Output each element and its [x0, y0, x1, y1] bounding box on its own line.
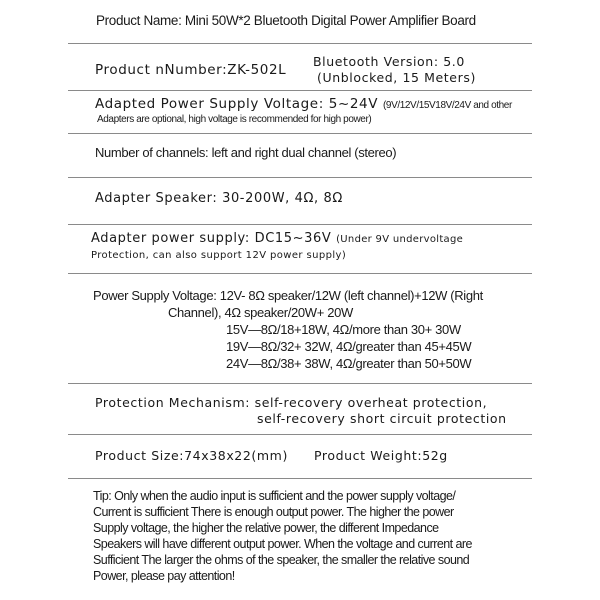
power-line-12v: Power Supply Voltage: 12V- 8Ω speaker/12W (left channel)+12W (Right	[93, 288, 483, 303]
supply-voltage-main: Adapted Power Supply Voltage: 5~24V	[95, 96, 379, 112]
divider	[68, 383, 532, 384]
divider	[68, 177, 532, 178]
adapter-supply-note: (Under 9V undervoltage	[336, 234, 464, 245]
divider	[68, 478, 532, 479]
tip-line6: Power, please pay attention!	[93, 569, 235, 583]
power-line-15v: 15V—8Ω/18+18W, 4Ω/more than 30+ 30W	[226, 322, 461, 337]
tip-line1: Tip: Only when the audio input is sufficient and the power supply voltage/	[93, 489, 456, 503]
speaker-text: Adapter Speaker: 30-200W, 4Ω, 8Ω	[95, 191, 343, 206]
product-size-text: Product Size:74x38x22(mm)	[95, 448, 288, 463]
divider	[68, 434, 532, 435]
power-line-19v: 19V—8Ω/32+ 32W, 4Ω/greater than 45+45W	[226, 339, 472, 354]
supply-voltage-note: (9V/12V/15V18V/24V and other	[382, 100, 512, 111]
divider	[68, 133, 532, 134]
supply-voltage-note-line2: Adapters are optional, high voltage is recommended for high power)	[97, 114, 372, 125]
adapter-supply-text	[91, 232, 463, 247]
product-name-text: Product Name: Mini 50W*2 Bluetooth Digital Power Amplifier Board	[96, 13, 476, 28]
product-weight-text: Product Weight:52g	[314, 448, 448, 463]
divider	[68, 224, 532, 225]
divider	[68, 90, 532, 91]
bluetooth-version-text: Bluetooth Version: 5.0	[313, 54, 465, 69]
divider	[68, 43, 532, 44]
tip-line5: Sufficient The larger the ohms of the speaker, the smaller the relative sound	[93, 553, 470, 567]
protection-line1: Protection Mechanism: self-recovery overheat protection,	[95, 395, 488, 410]
power-line-12v-cont: Channel), 4Ω speaker/20W+ 20W	[168, 305, 353, 320]
power-line-24v: 24V—8Ω/38+ 38W, 4Ω/greater than 50+50W	[226, 356, 472, 371]
divider	[68, 273, 532, 274]
adapter-supply-main: Adapter power supply: DC15~36V	[91, 231, 332, 246]
protection-line2: self-recovery short circuit protection	[257, 411, 507, 426]
tip-line3: Supply voltage, the higher the relative power, the different Impedance	[93, 521, 439, 535]
adapter-supply-note-line2: Protection, can also support 12V power supply)	[91, 250, 347, 261]
tip-line2: Current is sufficient There is enough output power. The higher the power	[93, 505, 454, 519]
supply-voltage-text	[95, 97, 512, 113]
model-number-text: Product nNumber:ZK-502L	[95, 62, 287, 78]
tip-line4: Speakers will have different output power. When the voltage and current are	[93, 537, 472, 551]
bluetooth-range-text: (Unblocked, 15 Meters)	[317, 70, 476, 85]
channels-text: Number of channels: left and right dual channel (stereo)	[95, 145, 397, 160]
